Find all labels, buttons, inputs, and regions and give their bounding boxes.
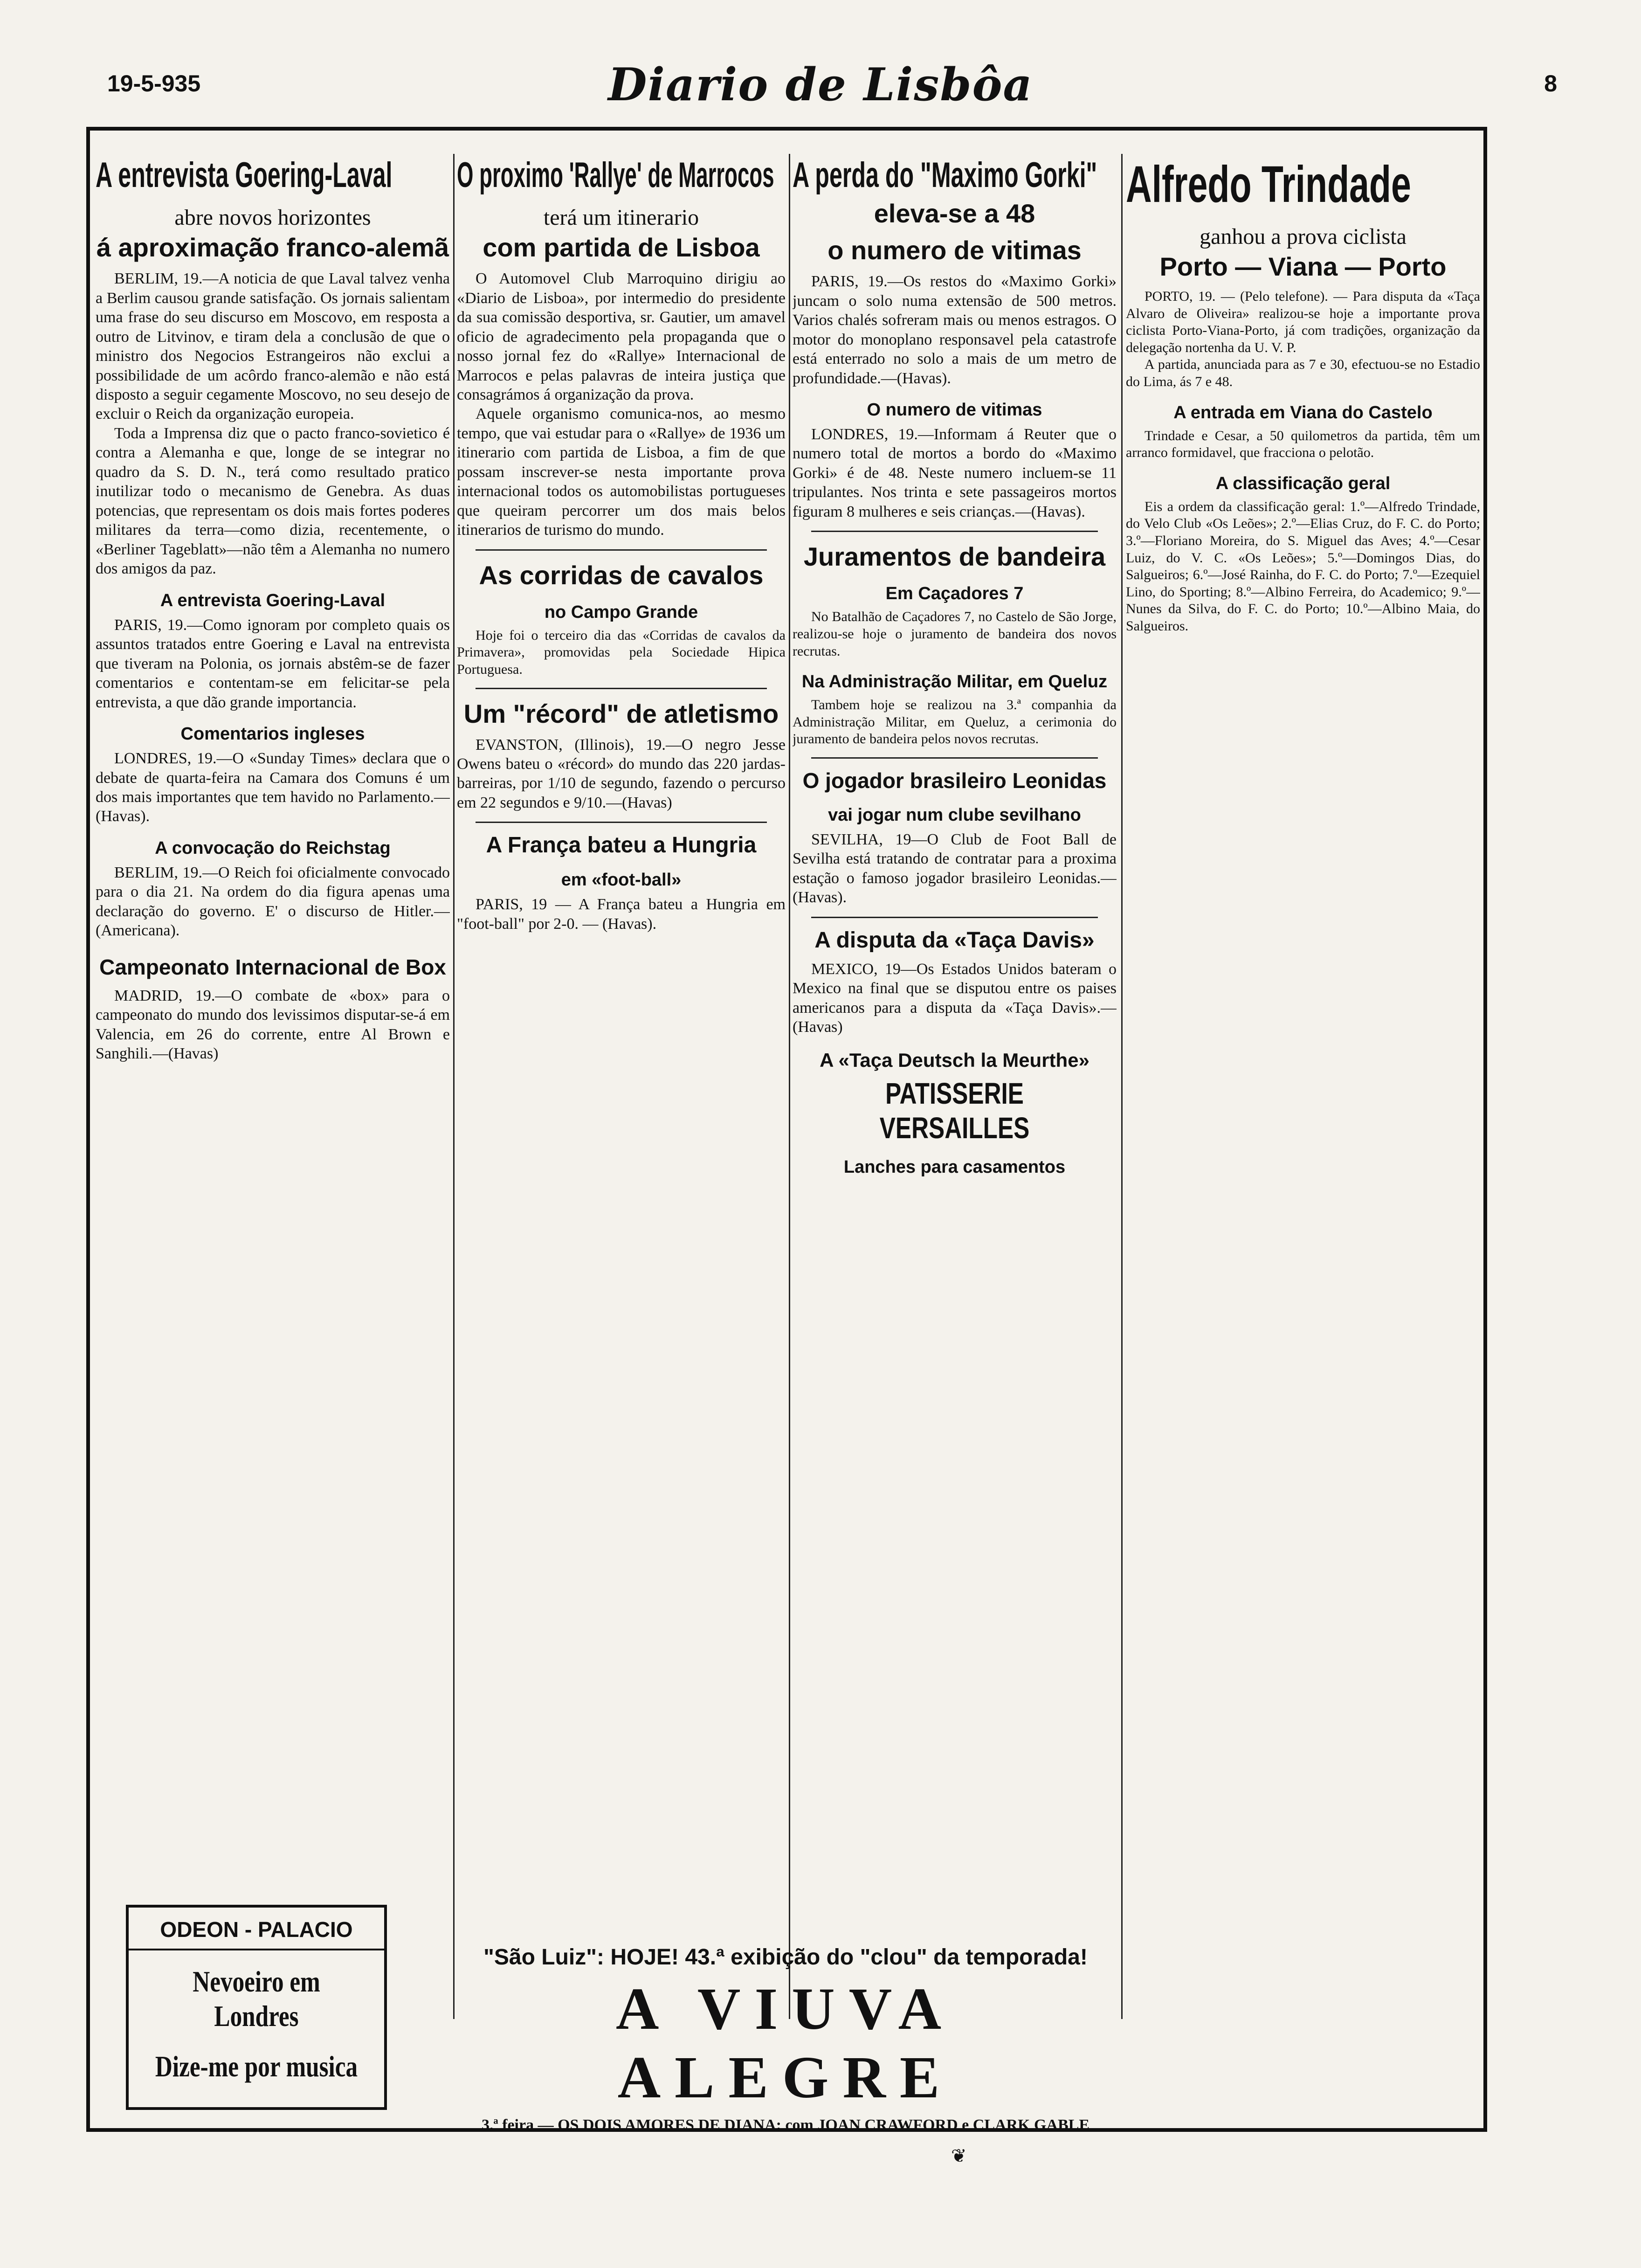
column-rule xyxy=(1121,154,1123,2019)
paragraph: LONDRES, 19.—Informam á Reuter que o numero total de mortos a bordo do «Maximo Gorki» é de 48. Neste numero incluem-se 11 tripulantes. Nos trinta e sete passageiros mortos figuram 8 mulheres e seis crianças.—(Havas). xyxy=(793,426,1117,520)
paragraph: Aquele organismo comunica-nos, ao mesmo tempo, que vai estudar para o «Rallye» de 1936 um itinerario com partida de Lisboa, a fim de que possam inscrever-se nesta importante prova internacional todos os automobilistas portugueses que queiram percorrer um dos mais belos itinerarios de turismo do mundo. xyxy=(457,405,786,539)
subheadline: terá um itinerario xyxy=(543,205,699,230)
article-maximo-gorki xyxy=(793,154,1117,1926)
ad-line: Nevoeiro em Londres xyxy=(193,1965,320,2033)
divider xyxy=(811,917,1098,918)
section-heading: Em Caçadores 7 xyxy=(885,584,1024,604)
headline-box: Campeonato Internacional de Box xyxy=(99,954,446,979)
issue-date: 19-5-935 xyxy=(107,70,201,97)
headline: Um "récord" de atletismo xyxy=(463,698,779,728)
ornament-icon: ❦ xyxy=(951,2145,967,2166)
paragraph: BERLIM, 19.—A noticia de que Laval talvez venha a Berlim causou grande satisfação. Os jornais salientam uma frase do seu discurso em Moscovo, em resposta a outro de Litvinov, e tiram dela a conclusão de que o ministro dos Negocios Estrangeiros não exclui a possibilidade de um acôrdo franco-alemão e não está disposto a seguir cegamente Moscovo, no seu desejo de excluir o Reich da organização europeia. xyxy=(96,270,450,423)
subheadline: ganhou a prova ciclista xyxy=(1200,224,1407,249)
paragraph: Hoje foi o terceiro dia das «Corridas de cavalos da Primavera», promovidas pela Sociedade Hipica Portuguesa. xyxy=(457,627,786,677)
banner-line: 3.ª feira — OS DOIS AMORES DE DIANA: com JOAN CRAWFORD e CLARK GABLE xyxy=(481,2116,1090,2134)
ad-line: ODEON - PALACIO xyxy=(129,1917,384,1950)
article-alfredo-trindade xyxy=(1126,154,1480,2122)
subheadline: eleva-se a 48 xyxy=(874,199,1035,228)
paragraph: EVANSTON, (Illinois), 19.—O negro Jesse Owens bateu o «récord» do mundo das 220 jardas-barreiras, por 1/10 de segundo, fazendo o percurso em 22 segundos e 9/10.—(Havas) xyxy=(457,736,786,811)
paragraph: Eis a ordem da classificação geral: 1.º—Alfredo Trindade, do Velo Club «Os Leões»; 2.º—Elias Cruz, do F. C. do Porto; 3.º—Floriano Moreira, do S. Miguel das Aves; 4.º—Cesar Luiz, do V. C. «Os Leões»; 5.º—Domingos Dias, do Salgueiros; 6.º—José Rainha, do F. C. do Porto; 7.º—Ezequiel Lino, do Sporting; 8.º—Albino Ferreira, do Academico; 9.º—Nunes da Silva, do F. C. do Porto; 10.º—Albino Maia, do Salgueiros. xyxy=(1126,498,1480,634)
ad-sao-luiz xyxy=(455,1944,1117,2134)
paragraph: A partida, anunciada para as 7 e 30, efectuou-se no Estadio do Lima, ás 7 e 48. xyxy=(1126,357,1480,389)
section-heading: Na Administração Militar, em Queluz xyxy=(801,672,1108,692)
headline: A perda do "Maximo Gorki" xyxy=(793,155,1097,195)
headline: O proximo 'Rallye' de Marrocos xyxy=(457,155,774,195)
headline: Alfredo Trindade xyxy=(1126,156,1411,213)
paragraph: Toda a Imprensa diz que o pacto franco-sovietico é contra a Alemanha e que, longe de se integrar no quadro da S. D. N., terá como resultado pratico inutilizar todo o mecanismo de Genebra. As duas potencias, que representam os dois mais fortes poderes militares da terra—como dizia, recentemente, o «Berliner Tageblatt»—não têm a Alemanha no numero dos amigos da paz. xyxy=(96,424,450,578)
headline: Juramentos de bandeira xyxy=(803,542,1106,572)
headline: A França bateu a Hungria xyxy=(486,833,757,858)
divider xyxy=(476,549,767,551)
paragraph: O Automovel Club Marroquino dirigiu ao «Diario de Lisboa», por intermedio do presidente da sua comissão desportiva, sr. Gautier, um amavel oficio de agradecimento pela propaganda que o nosso jornal fez do «Rallye» Internacional de Marrocos e pelas palavras de inteira justiça que consagrámos á organização da prova. xyxy=(457,270,786,403)
section-heading: A convocação do Reichstag xyxy=(155,838,391,858)
headline: A entrevista Goering-Laval xyxy=(96,155,393,195)
section-heading: em «foot-ball» xyxy=(561,870,682,890)
subheadline: abre novos horizontes xyxy=(174,205,371,230)
divider xyxy=(476,688,767,689)
bold-subheadline: á aproximação franco-alemã xyxy=(96,233,449,263)
ad-odeon xyxy=(126,1905,387,2110)
paragraph: MEXICO, 19—Os Estados Unidos bateram o Mexico na final que se disputou entre os paises americanos para a disputa da «Taça Davis».—(Havas) xyxy=(793,960,1117,1036)
headline: O jogador brasileiro Leonidas xyxy=(802,768,1107,793)
headline: As corridas de cavalos xyxy=(479,560,764,590)
section-heading: O numero de vitimas xyxy=(867,400,1042,420)
divider xyxy=(811,757,1098,759)
ad-line: Dize-me por musica xyxy=(155,2050,358,2083)
ad-subline: Lanches para casamentos xyxy=(843,1157,1066,1177)
column-rule xyxy=(453,154,455,2019)
headline: A disputa da «Taça Davis» xyxy=(814,927,1095,953)
paragraph: No Batalhão de Caçadores 7, no Castelo de São Jorge, realizou-se hoje o juramento de bandeira dos novos recrutas. xyxy=(793,609,1117,659)
section-heading: A entrevista Goering-Laval xyxy=(160,590,386,610)
newspaper-title: Diario de Lisbôa xyxy=(608,58,1033,111)
masthead xyxy=(70,56,1571,121)
ad-patisserie: PATISSERIE VERSAILLES xyxy=(879,1076,1030,1145)
banner-line: "São Luiz": HOJE! 43.ª exibição do "clou" da temporada! xyxy=(483,1945,1088,1970)
divider xyxy=(476,822,767,823)
banner-title: A VIUVA ALEGRE xyxy=(615,1976,956,2110)
article-rallye xyxy=(457,154,786,1926)
bold-subheadline: o numero de vitimas xyxy=(827,235,1082,265)
paragraph: LONDRES, 19.—O «Sunday Times» declara que o debate de quarta-feira na Camara dos Comuns é um dos mais importantes que tem havido no Parlamento.—(Havas). xyxy=(96,750,450,825)
article-goering-laval xyxy=(96,154,450,1898)
bold-subheadline: com partida de Lisboa xyxy=(483,233,760,263)
column-rule xyxy=(789,154,790,2019)
paragraph: PARIS, 19 — A França bateu a Hungria em "foot-ball" por 2-0. — (Havas). xyxy=(457,896,786,933)
paragraph: Tambem hoje se realizou na 3.ª companhia da Administração Militar, em Queluz, a cerimonia do juramento de bandeira pelos novos recrutas. xyxy=(793,697,1117,747)
section-heading: A entrada em Viana do Castelo xyxy=(1173,402,1433,422)
bold-subheadline: Porto — Viana — Porto xyxy=(1159,252,1447,281)
paragraph: PORTO, 19. — (Pelo telefone). — Para disputa da «Taça Alvaro de Oliveira» realizou-se hoje a importante prova ciclista Porto-Viana-Porto, já com tradições, organização da delegação nortenha da U. V. P. xyxy=(1126,289,1480,355)
page-number: 8 xyxy=(1544,70,1557,97)
paragraph: BERLIM, 19.—O Reich foi oficialmente convocado para o dia 21. Na ordem do dia figura apenas uma declaração do governo. E' o discurso de Hitler.—(Americana). xyxy=(96,864,450,940)
section-heading: no Campo Grande xyxy=(544,602,698,622)
divider xyxy=(811,531,1098,532)
paragraph: PARIS, 19.—Os restos do «Maximo Gorki» juncam o solo numa extensão de 500 metros. Varios chalés sofreram mais ou menos estragos. O motor do monoplano responsavel pela catastrofe está enterrado no solo a mais de um metro de profundidade.—(Havas). xyxy=(793,273,1117,387)
section-heading: Comentarios ingleses xyxy=(180,724,365,744)
paragraph: MADRID, 19.—O combate de «box» para o campeonato do mundo dos levissimos disputar-se-á em Valencia, em 26 do corrente, entre Al Brown e Sanghili.—(Havas) xyxy=(96,987,450,1063)
section-heading: vai jogar num clube sevilhano xyxy=(828,805,1081,825)
section-heading: A «Taça Deutsch la Meurthe» xyxy=(820,1049,1089,1071)
section-heading: A classificação geral xyxy=(1215,473,1391,493)
paragraph: PARIS, 19.—Como ignoram por completo quais os assuntos tratados entre Goering e Laval na entrevista que tiveram na Polonia, os jornais abstêm-se de fazer comentarios e contentam-se em felicitar-se pela entrevista, a que dão grande importancia. xyxy=(96,616,450,711)
paragraph: Trindade e Cesar, a 50 quilometros da partida, têm um arranco formidavel, que fracciona o pelotão. xyxy=(1126,428,1480,461)
paragraph: SEVILHA, 19—O Club de Foot Ball de Sevilha está tratando de contratar para a proxima estação o famoso jogador brasileiro Leonidas.—(Havas). xyxy=(793,830,1117,906)
